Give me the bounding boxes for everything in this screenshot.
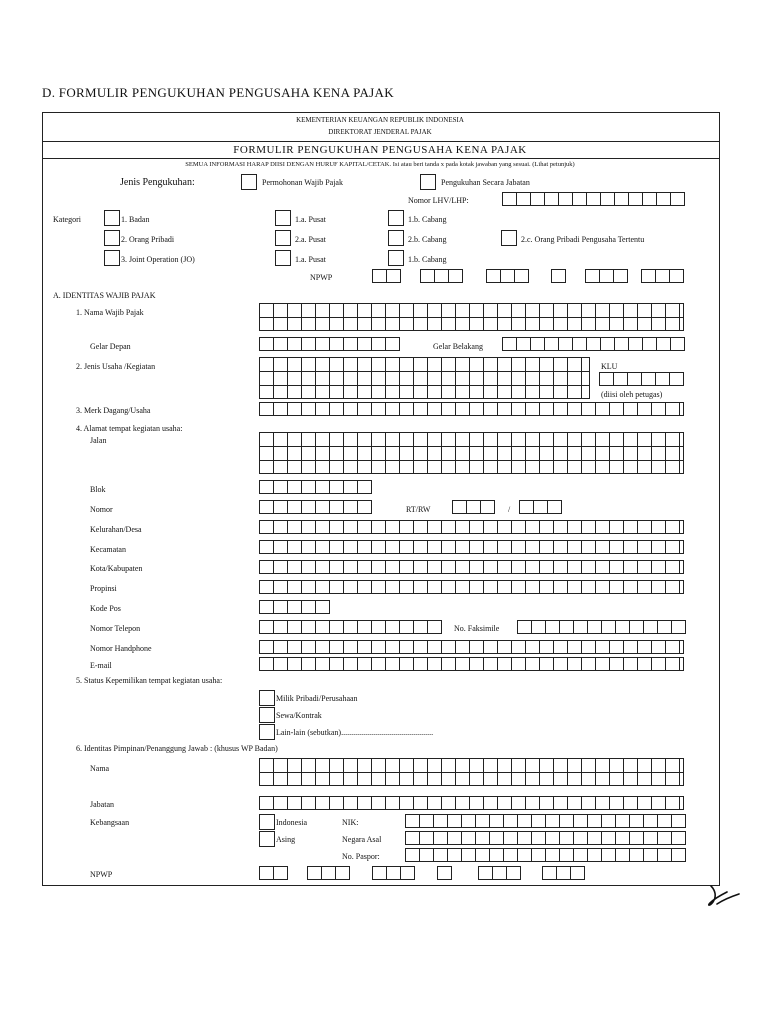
jabatan-label: Pengukuhan Secara Jabatan	[441, 178, 530, 187]
pusat-jo-label: 1.a. Pusat	[295, 255, 326, 264]
nomor-lhv-field[interactable]	[502, 192, 685, 206]
kebangsaan-label: Kebangsaan	[90, 818, 130, 827]
kecamatan-field[interactable]	[259, 540, 684, 554]
telepon-field[interactable]	[259, 620, 442, 634]
pimpinan-npwp-2[interactable]	[307, 866, 350, 880]
op-tertentu-label: 2.c. Orang Pribadi Pengusaha Tertentu	[521, 235, 645, 244]
kota-field[interactable]	[259, 560, 684, 574]
divider	[42, 158, 720, 159]
directorate-name: DIREKTORAT JENDERAL PAJAK	[328, 128, 432, 136]
section-a-title: A. IDENTITAS WAJIB PAJAK	[53, 291, 156, 300]
npwp-field-1[interactable]	[372, 269, 401, 283]
pusat-1a-checkbox[interactable]	[275, 210, 291, 226]
initial-signature	[705, 882, 745, 912]
gelar-belakang-field[interactable]	[502, 337, 685, 351]
cabang-2b-label: 2.b. Cabang	[408, 235, 447, 244]
lain-label: Lain-lain (sebutkan)..............................................	[276, 728, 434, 737]
telepon-label: Nomor Telepon	[90, 624, 141, 633]
klu-field[interactable]	[599, 372, 684, 386]
jabatan-field[interactable]	[259, 796, 684, 810]
gelar-belakang-label: Gelar Belakang	[433, 342, 483, 351]
kategori-label: Kategori	[53, 215, 81, 224]
merk-label: 3. Merk Dagang/Usaha	[76, 406, 151, 415]
propinsi-label: Propinsi	[90, 584, 117, 593]
handphone-field[interactable]	[259, 640, 684, 654]
jenis-usaha-field[interactable]	[259, 357, 590, 399]
pimpinan-npwp-1[interactable]	[259, 866, 288, 880]
npwp-field-4[interactable]	[551, 269, 566, 283]
faksimile-label: No. Faksimile	[454, 624, 500, 633]
nama-wp-field[interactable]	[259, 303, 684, 331]
pimpinan-nama-field[interactable]	[259, 758, 684, 786]
cabang-1b-checkbox[interactable]	[388, 210, 404, 226]
indonesia-checkbox[interactable]	[259, 814, 275, 830]
cabang-jo-checkbox[interactable]	[388, 250, 404, 266]
jalan-field[interactable]	[259, 432, 684, 474]
orang-pribadi-label: 2. Orang Pribadi	[121, 235, 175, 244]
paspor-field[interactable]	[405, 848, 686, 862]
klu-label: KLU	[601, 362, 618, 371]
pusat-2a-checkbox[interactable]	[275, 230, 291, 246]
pimpinan-npwp-4[interactable]	[437, 866, 452, 880]
blok-label: Blok	[90, 485, 106, 494]
alamat-label: 4. Alamat tempat kegiatan usaha:	[76, 424, 183, 433]
milik-checkbox[interactable]	[259, 690, 275, 706]
permohonan-checkbox[interactable]	[241, 174, 257, 190]
jabatan-checkbox[interactable]	[420, 174, 436, 190]
pimpinan-npwp-label: NPWP	[90, 870, 113, 879]
orang-pribadi-checkbox[interactable]	[104, 230, 120, 246]
rw-field[interactable]	[519, 500, 562, 514]
nomor-field[interactable]	[259, 500, 372, 514]
nomor-label: Nomor	[90, 505, 113, 514]
kelurahan-field[interactable]	[259, 520, 684, 534]
badan-label: 1. Badan	[121, 215, 150, 224]
negara-asal-field[interactable]	[405, 831, 686, 845]
propinsi-field[interactable]	[259, 580, 684, 594]
nik-field[interactable]	[405, 814, 686, 828]
cabang-jo-label: 1.b. Cabang	[408, 255, 447, 264]
permohonan-label: Permohonan Wajib Pajak	[262, 178, 343, 187]
nama-wp-label: 1. Nama Wajib Pajak	[76, 308, 144, 317]
faksimile-field[interactable]	[517, 620, 686, 634]
npwp-field-3[interactable]	[486, 269, 529, 283]
npwp-field-5[interactable]	[585, 269, 628, 283]
kecamatan-label: Kecamatan	[90, 545, 126, 554]
op-tertentu-checkbox[interactable]	[501, 230, 517, 246]
nomor-lhv-label: Nomor LHV/LHP:	[408, 196, 469, 205]
kelurahan-label: Kelurahan/Desa	[90, 525, 142, 534]
blok-field[interactable]	[259, 480, 372, 494]
cabang-2b-checkbox[interactable]	[388, 230, 404, 246]
pimpinan-label: 6. Identitas Pimpinan/Penanggung Jawab : (khusus WP Badan)	[76, 744, 278, 753]
indonesia-label: Indonesia	[276, 818, 308, 827]
jenis-usaha-label: 2. Jenis Usaha /Kegiatan	[76, 362, 156, 371]
milik-label: Milik Pribadi/Perusahaan	[276, 694, 358, 703]
nik-label: NIK:	[342, 818, 359, 827]
rtrw-label: RT/RW	[406, 505, 431, 514]
jalan-label: Jalan	[90, 436, 107, 445]
npwp-field-6[interactable]	[641, 269, 684, 283]
jabatan-label: Jabatan	[90, 800, 114, 809]
rt-field[interactable]	[452, 500, 495, 514]
handphone-label: Nomor Handphone	[90, 644, 152, 653]
gelar-depan-label: Gelar Depan	[90, 342, 131, 351]
page-heading: D. FORMULIR PENGUKUHAN PENGUSAHA KENA PAJAK	[42, 85, 394, 100]
ministry-name: KEMENTERIAN KEUANGAN REPUBLIK INDONESIA	[296, 116, 464, 124]
email-field[interactable]	[259, 657, 684, 671]
paspor-label: No. Paspor:	[342, 852, 380, 861]
sewa-label: Sewa/Kontrak	[276, 711, 322, 720]
joint-operation-label: 3. Joint Operation (JO)	[121, 255, 195, 264]
rtrw-separator: /	[508, 505, 511, 514]
klu-note: (diisi oleh petugas)	[601, 390, 663, 399]
cabang-1b-label: 1.b. Cabang	[408, 215, 447, 224]
merk-field[interactable]	[259, 402, 684, 416]
gelar-depan-field[interactable]	[259, 337, 400, 351]
pimpinan-npwp-6[interactable]	[542, 866, 585, 880]
divider	[42, 141, 720, 142]
negara-asal-label: Negara Asal	[342, 835, 382, 844]
kodepos-field[interactable]	[259, 600, 330, 614]
status-label: 5. Status Kepemilikan tempat kegiatan usaha:	[76, 676, 223, 685]
badan-checkbox[interactable]	[104, 210, 120, 226]
pimpinan-npwp-3[interactable]	[372, 866, 415, 880]
asing-checkbox[interactable]	[259, 831, 275, 847]
asing-label: Asing	[276, 835, 296, 844]
email-label: E-mail	[90, 661, 112, 670]
pusat-2a-label: 2.a. Pusat	[295, 235, 326, 244]
kota-label: Kota/Kabupaten	[90, 564, 143, 573]
jenis-pengukuhan-label: Jenis Pengukuhan:	[120, 177, 195, 188]
pimpinan-npwp-5[interactable]	[478, 866, 521, 880]
joint-operation-checkbox[interactable]	[104, 250, 120, 266]
lain-checkbox[interactable]	[259, 724, 275, 740]
npwp-field-2[interactable]	[420, 269, 463, 283]
form-title: FORMULIR PENGUKUHAN PENGUSAHA KENA PAJAK	[233, 144, 527, 156]
sewa-checkbox[interactable]	[259, 707, 275, 723]
pusat-1a-label: 1.a. Pusat	[295, 215, 326, 224]
pusat-jo-checkbox[interactable]	[275, 250, 291, 266]
kodepos-label: Kode Pos	[90, 604, 121, 613]
npwp-label: NPWP	[310, 273, 333, 282]
pimpinan-nama-label: Nama	[90, 764, 110, 773]
instruction-text: SEMUA INFORMASI HARAP DIISI DENGAN HURUF KAPITAL/CETAK. Isi atau beri tanda x pada kotak jawaban yang sesuai. (Lihat petunjuk)	[185, 161, 575, 168]
